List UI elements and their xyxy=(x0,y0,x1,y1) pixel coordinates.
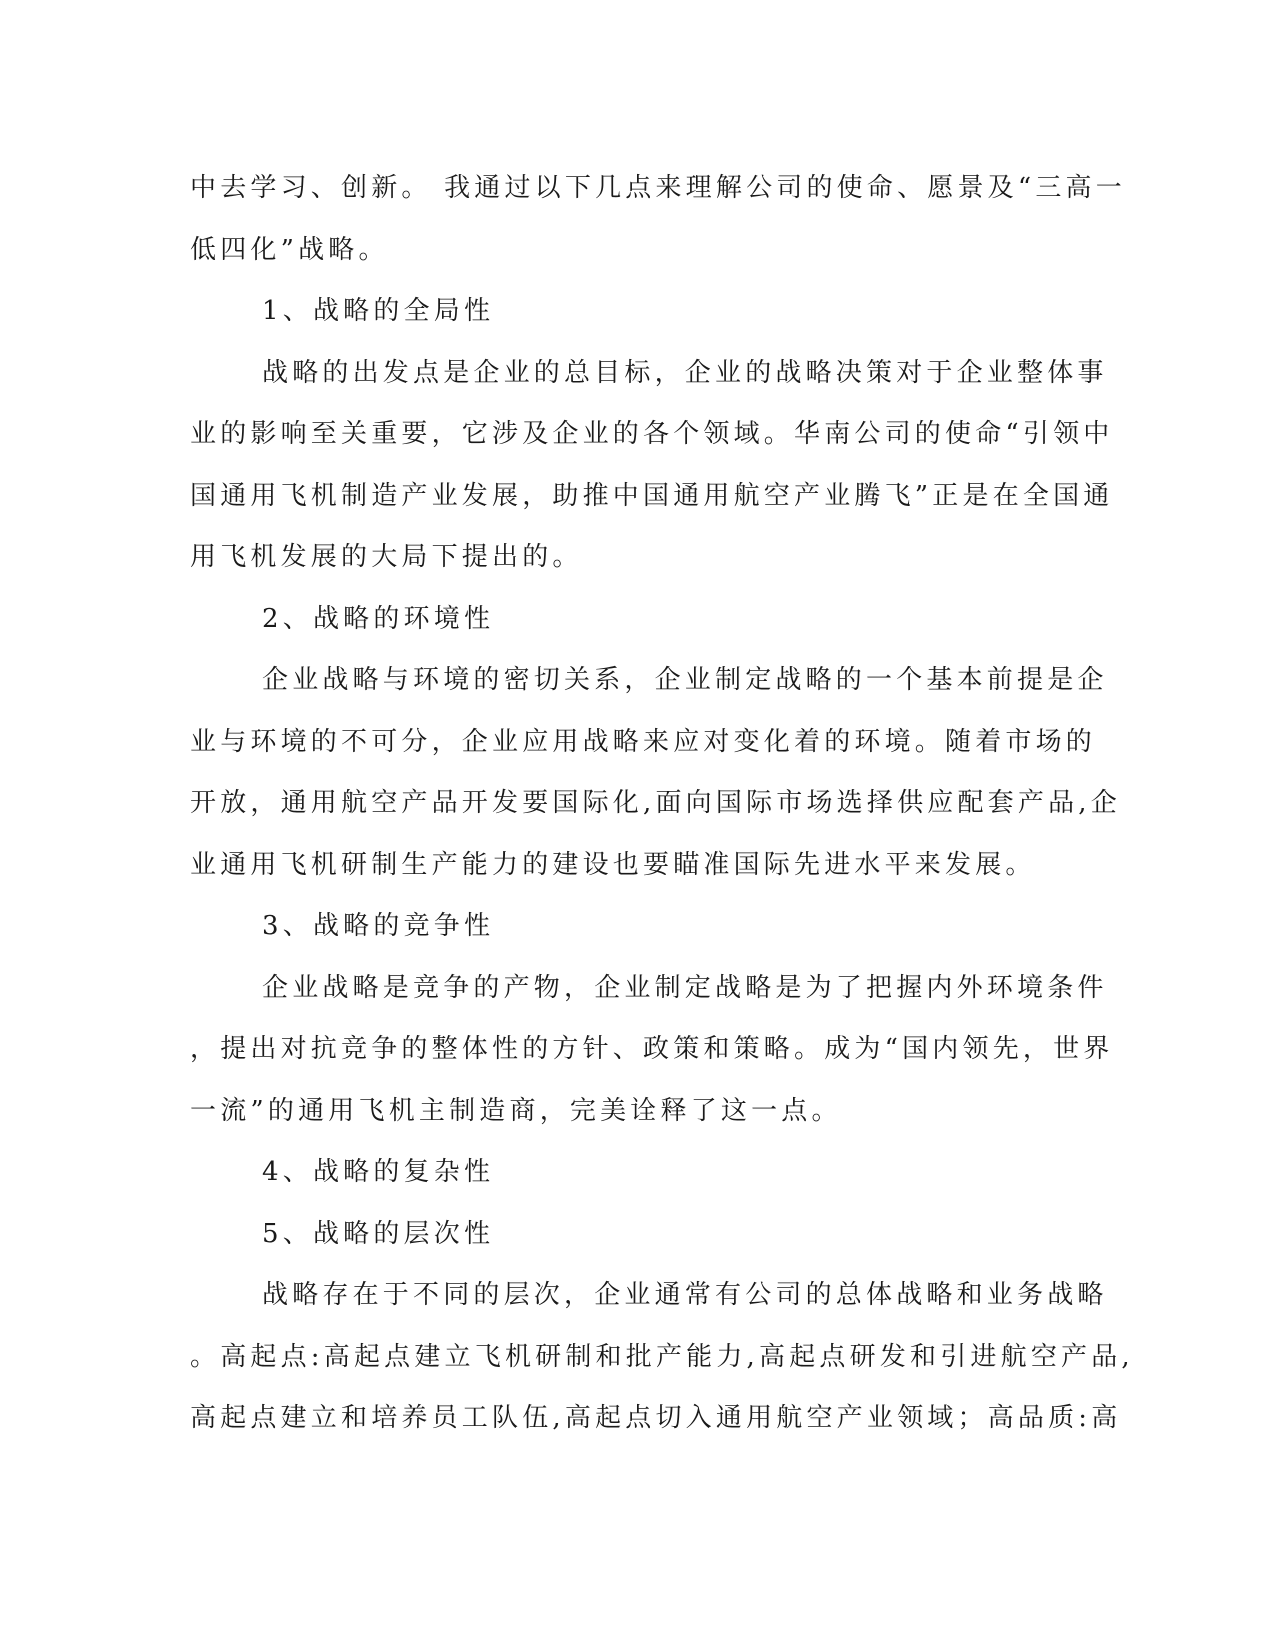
section-heading: 5、战略的层次性 xyxy=(262,1218,495,1249)
text-line: 企业战略是竞争的产物，企业制定战略是为了把握内外环境条件 xyxy=(262,972,1108,1003)
text-line: ，提出对抗竞争的整体性的方针、政策和策略。成为“国内领先，世界 xyxy=(190,1034,1114,1064)
body-text xyxy=(190,158,1134,1450)
text-line: 。高起点:高起点建立飞机研制和批产能力,高起点研发和引进航空产品, xyxy=(190,1341,1134,1372)
section-heading: 3、战略的竞争性 xyxy=(262,911,495,941)
text-line: 企业战略与环境的密切关系，企业制定战略的一个基本前提是企 xyxy=(262,665,1108,695)
section-heading: 1、战略的全局性 xyxy=(262,296,495,326)
text-line: 中去学习、创新。 我通过以下几点来理解公司的使命、愿景及“三高一 xyxy=(190,173,1126,203)
text-line: 国通用飞机制造产业发展，助推中国通用航空产业腾飞”正是在全国通 xyxy=(190,480,1114,511)
text-line: 业与环境的不可分，企业应用战略来应对变化着的环境。随着市场的 xyxy=(190,726,1097,757)
text-line: 高起点建立和培养员工队伍,高起点切入通用航空产业领域；高品质:高 xyxy=(190,1403,1122,1433)
section-heading: 4、战略的复杂性 xyxy=(262,1157,495,1187)
text-line: 一流”的通用飞机主制造商，完美诠释了这一点。 xyxy=(190,1095,842,1126)
text-line: 开放，通用航空产品开发要国际化,面向国际市场选择供应配套产品,企 xyxy=(190,788,1121,818)
text-line: 业通用飞机研制生产能力的建设也要瞄准国际先进水平来发展。 xyxy=(190,849,1036,880)
text-line: 战略的出发点是企业的总目标，企业的战略决策对于企业整体事 xyxy=(262,357,1108,388)
text-line: 用飞机发展的大局下提出的。 xyxy=(190,542,583,572)
text-line: 战略存在于不同的层次，企业通常有公司的总体战略和业务战略 xyxy=(262,1280,1108,1310)
text-line: 业的影响至关重要，它涉及企业的各个领域。华南公司的使命“引领中 xyxy=(190,419,1114,449)
text-line: 低四化”战略。 xyxy=(190,234,389,265)
section-heading: 2、战略的环境性 xyxy=(262,603,495,634)
